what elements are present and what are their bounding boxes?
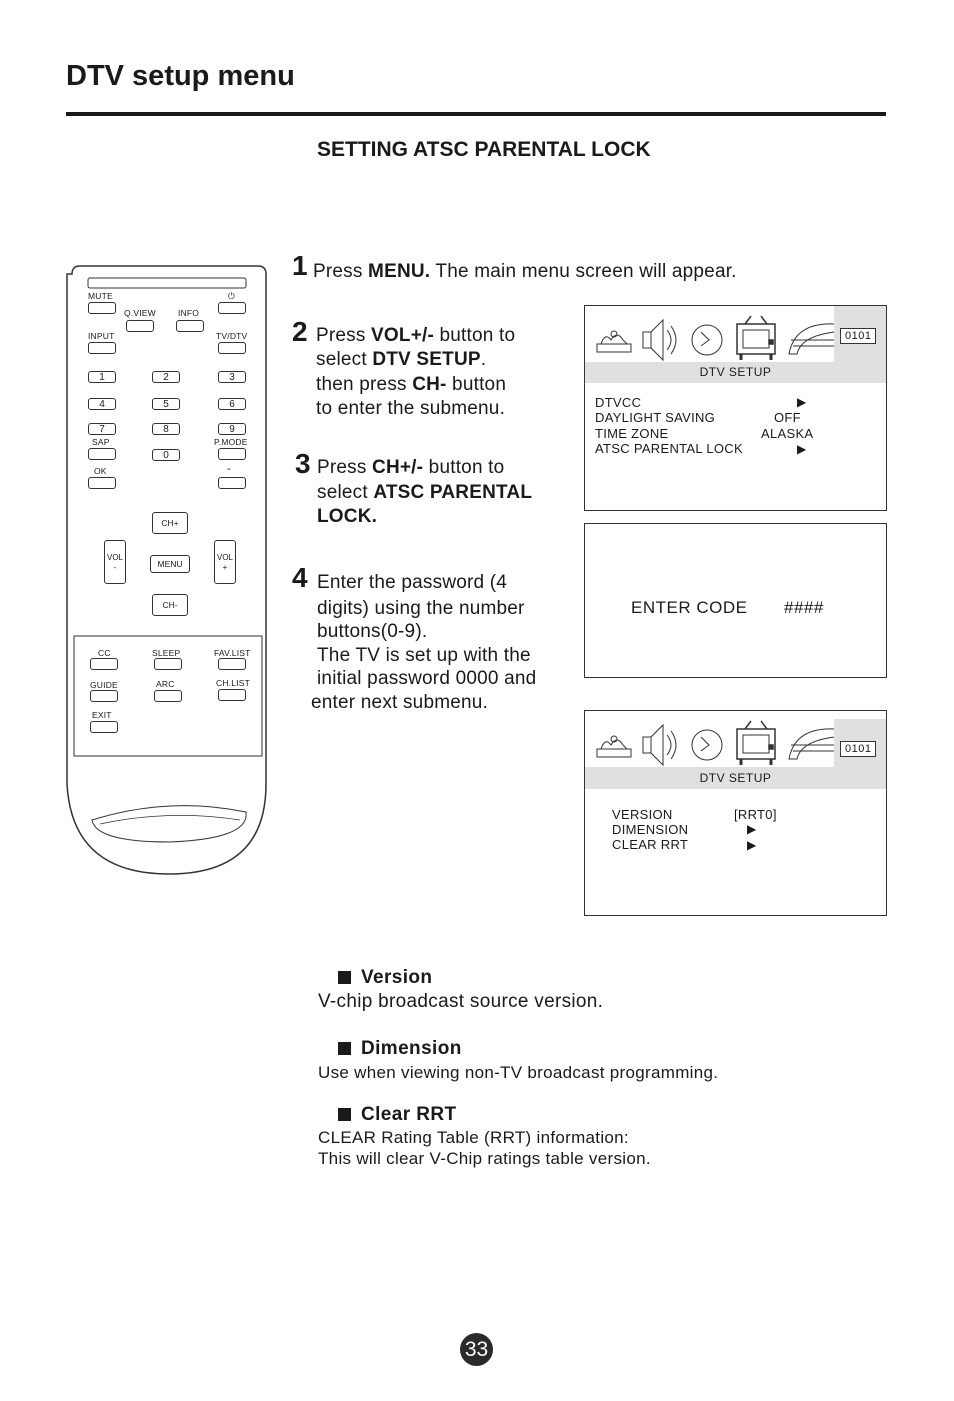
tv-icon — [737, 316, 775, 360]
description-clear-rrt — [318, 1104, 878, 1169]
power-icon: ⏻ — [228, 291, 235, 301]
osd-screen-parental-lock-submenu — [584, 710, 887, 916]
number-8-button[interactable]: 8 — [152, 423, 180, 435]
section-title: SETTING ATSC PARENTAL LOCK — [317, 138, 651, 161]
sleep-label: SLEEP — [152, 648, 181, 658]
pmode-button[interactable] — [218, 448, 246, 460]
tvdtv-label: TV/DTV — [216, 331, 248, 341]
setup-icon — [789, 324, 835, 354]
number-6-button[interactable]: 6 — [218, 398, 246, 410]
channel-code: 0101 — [840, 741, 876, 757]
guide-label: GUIDE — [90, 680, 118, 690]
description-text: Use when viewing non-TV broadcast programming. — [318, 1063, 719, 1082]
step-number: 4 — [292, 562, 308, 593]
dash-label: - — [227, 463, 231, 475]
arrow-right-icon: ▶ — [797, 442, 807, 456]
ok-label: OK — [94, 466, 107, 476]
vol-minus-button[interactable]: VOL - — [104, 540, 126, 584]
menu-button[interactable]: MENU — [150, 555, 190, 573]
description-text: V-chip broadcast source version. — [318, 991, 604, 1012]
sap-button[interactable] — [88, 448, 116, 460]
cc-label: CC — [98, 648, 111, 658]
description-title: Clear RRT — [361, 1104, 457, 1125]
number-1-button[interactable]: 1 — [88, 371, 116, 383]
favlist-label: FAV.LIST — [214, 648, 251, 658]
step-3: 3 Press CH+/- button to select ATSC PARENTAL LOCK. — [295, 448, 533, 527]
number-3-button[interactable]: 3 — [218, 371, 246, 383]
bullet-square-icon — [338, 1042, 351, 1055]
info-label: INFO — [178, 308, 200, 318]
step-2: 2 Press VOL+/- button to select DTV SETUP. then press CH- button to enter the submenu. — [292, 316, 516, 419]
info-button[interactable] — [176, 320, 204, 332]
description-title: Dimension — [361, 1038, 462, 1059]
sound-icon — [643, 725, 676, 765]
osd-screen-dtv-setup — [584, 305, 887, 511]
sap-label: SAP — [92, 437, 110, 447]
arrow-right-icon: ▶ — [747, 838, 757, 852]
step-number: 3 — [295, 448, 311, 479]
description-text: CLEAR Rating Table (RRT) information: — [318, 1128, 629, 1147]
step-number: 1 — [292, 250, 308, 281]
time-zone-value: ALASKA — [761, 426, 814, 441]
description-dimension — [318, 1038, 878, 1083]
clock-icon — [692, 325, 722, 355]
exit-button[interactable] — [90, 721, 118, 733]
title-rule — [66, 112, 886, 116]
cc-button[interactable] — [90, 658, 118, 670]
channel-code: 0101 — [840, 328, 876, 344]
picture-icon — [597, 331, 631, 352]
step-4: 4 Enter the password (4 digits) using the number buttons(0-9). The TV is set up with the initial password 0000 and enter next submenu. — [292, 562, 537, 713]
description-version — [318, 967, 878, 1013]
enter-code-field[interactable]: #### — [784, 598, 824, 617]
code-panel — [834, 306, 886, 366]
ch-plus-button[interactable]: CH+ — [152, 512, 188, 534]
input-button[interactable] — [88, 342, 116, 354]
chlist-button[interactable] — [218, 689, 246, 701]
number-9-button[interactable]: 9 — [218, 423, 246, 435]
daylight-saving-value: OFF — [774, 410, 801, 425]
remote-control-illustration — [64, 264, 274, 889]
enter-code-label: ENTER CODE — [631, 598, 748, 617]
number-7-button[interactable]: 7 — [88, 423, 116, 435]
power-button[interactable] — [218, 302, 246, 314]
bullet-square-icon — [338, 1108, 351, 1121]
description-text-2: This will clear V-Chip ratings table version. — [318, 1149, 651, 1168]
qview-label: Q.VIEW — [124, 308, 156, 318]
ch-minus-button[interactable]: CH- — [152, 594, 188, 616]
version-value: [RRT0] — [734, 807, 777, 822]
number-4-button[interactable]: 4 — [88, 398, 116, 410]
page-title: DTV setup menu — [66, 60, 295, 92]
exit-label: EXIT — [92, 710, 112, 720]
qview-button[interactable] — [126, 320, 154, 332]
page-number: 33 — [460, 1333, 493, 1366]
tvdtv-button[interactable] — [218, 342, 246, 354]
osd-row-dtvcc[interactable]: DTVCC — [595, 395, 642, 410]
input-label: INPUT — [88, 331, 115, 341]
arrow-right-icon: ▶ — [797, 395, 807, 409]
bullet-square-icon — [338, 971, 351, 984]
remote-outline — [64, 264, 274, 889]
arrow-right-icon: ▶ — [747, 822, 757, 836]
osd-row-daylight-saving[interactable]: DAYLIGHT SAVING — [595, 410, 716, 425]
arc-label: ARC — [156, 679, 175, 689]
tv-icon — [737, 721, 775, 765]
clock-icon — [692, 730, 722, 760]
vol-plus-button[interactable]: VOL + — [214, 540, 236, 584]
osd-row-clear-rrt[interactable]: CLEAR RRT — [612, 837, 689, 852]
setup-icon — [789, 729, 835, 759]
mute-button[interactable] — [88, 302, 116, 314]
sleep-button[interactable] — [154, 658, 182, 670]
number-0-button[interactable]: 0 — [152, 449, 180, 461]
pmode-label: P.MODE — [214, 437, 248, 447]
chlist-label: CH.LIST — [216, 678, 250, 688]
sound-icon — [643, 320, 676, 360]
number-5-button[interactable]: 5 — [152, 398, 180, 410]
picture-icon — [597, 736, 631, 757]
osd-row-atsc-parental-lock[interactable]: ATSC PARENTAL LOCK — [595, 441, 743, 456]
guide-button[interactable] — [90, 690, 118, 702]
osd-screen-enter-code — [584, 523, 887, 678]
osd-row-dimension[interactable]: DIMENSION — [612, 822, 689, 837]
osd-menu-bar: DTV SETUP — [585, 767, 886, 789]
step-1: 1 Press MENU. The main menu screen will appear. — [292, 250, 737, 282]
description-title: Version — [361, 967, 433, 988]
mute-label: MUTE — [88, 291, 113, 301]
osd-row-version[interactable]: VERSION — [612, 807, 673, 822]
ok-button[interactable] — [88, 477, 116, 489]
favlist-button[interactable] — [218, 658, 246, 670]
dash-button[interactable] — [218, 477, 246, 489]
step-number: 2 — [292, 316, 308, 347]
osd-menu-bar: DTV SETUP — [585, 362, 886, 383]
arc-button[interactable] — [154, 690, 182, 702]
osd-row-time-zone[interactable]: TIME ZONE — [595, 426, 669, 441]
number-2-button[interactable]: 2 — [152, 371, 180, 383]
